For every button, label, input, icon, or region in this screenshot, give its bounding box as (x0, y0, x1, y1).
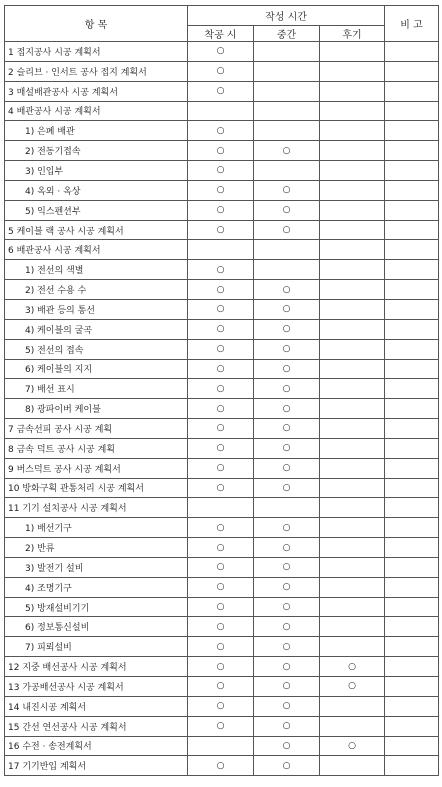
mark-middle: ○ (254, 577, 320, 597)
mark-middle: ○ (254, 280, 320, 300)
row-label: 1) 전선의 색별 (5, 260, 188, 280)
note-cell (385, 280, 439, 300)
mark-start: ○ (188, 458, 254, 478)
mark-middle: ○ (254, 299, 320, 319)
construction-plan-table (4, 5, 439, 776)
table-row (5, 498, 439, 518)
mark-start: ○ (188, 617, 254, 637)
note-cell (385, 557, 439, 577)
mark-after: ○ (320, 677, 385, 697)
mark-after (320, 458, 385, 478)
mark-start: ○ (188, 696, 254, 716)
mark-middle: ○ (254, 677, 320, 697)
mark-middle (254, 101, 320, 121)
table-row (5, 379, 439, 399)
mark-start: ○ (188, 518, 254, 538)
mark-middle: ○ (254, 438, 320, 458)
mark-start: ○ (188, 121, 254, 141)
mark-start: ○ (188, 379, 254, 399)
row-label: 5 케이블 랙 공사 시공 계획서 (5, 220, 188, 240)
table-row (5, 557, 439, 577)
mark-after (320, 280, 385, 300)
mark-after (320, 399, 385, 419)
table-row (5, 42, 439, 62)
note-cell (385, 240, 439, 260)
mark-after (320, 379, 385, 399)
mark-middle: ○ (254, 518, 320, 538)
row-label: 2) 반류 (5, 538, 188, 558)
note-cell (385, 716, 439, 736)
table-row (5, 101, 439, 121)
mark-start: ○ (188, 538, 254, 558)
mark-after (320, 101, 385, 121)
mark-after (320, 299, 385, 319)
mark-start: ○ (188, 319, 254, 339)
mark-after (320, 577, 385, 597)
mark-start: ○ (188, 42, 254, 62)
row-label: 2) 전동기접속 (5, 141, 188, 161)
mark-after (320, 121, 385, 141)
note-cell (385, 419, 439, 439)
mark-middle: ○ (254, 557, 320, 577)
note-cell (385, 657, 439, 677)
note-cell (385, 141, 439, 161)
mark-after (320, 438, 385, 458)
row-label: 9 버스덕트 공사 시공 계획서 (5, 458, 188, 478)
note-cell (385, 597, 439, 617)
row-label: 10 방화구획 관통처리 시공 계획서 (5, 478, 188, 498)
row-label: 3) 발전기 설비 (5, 557, 188, 577)
row-label: 1 접지공사 시공 계획서 (5, 42, 188, 62)
row-label: 8 금속 덕트 공사 시공 계획 (5, 438, 188, 458)
note-cell (385, 399, 439, 419)
mark-after (320, 220, 385, 240)
row-label: 5) 방재설비기기 (5, 597, 188, 617)
note-cell (385, 42, 439, 62)
note-cell (385, 339, 439, 359)
note-cell (385, 696, 439, 716)
table-row (5, 399, 439, 419)
table-row (5, 240, 439, 260)
mark-after (320, 359, 385, 379)
note-cell (385, 319, 439, 339)
mark-middle: ○ (254, 180, 320, 200)
mark-after (320, 756, 385, 776)
mark-middle (254, 260, 320, 280)
note-cell (385, 677, 439, 697)
mark-middle: ○ (254, 617, 320, 637)
table-row (5, 319, 439, 339)
row-label: 7) 배선 표시 (5, 379, 188, 399)
row-label: 12 지중 배선공사 시공 계획서 (5, 657, 188, 677)
mark-start: ○ (188, 716, 254, 736)
header-timing: 작성 시간 (188, 6, 385, 26)
header-item: 항 목 (5, 6, 188, 42)
row-label: 4) 케이블의 굴곡 (5, 319, 188, 339)
row-label: 1) 배선기구 (5, 518, 188, 538)
table-row (5, 597, 439, 617)
mark-start (188, 101, 254, 121)
table-row (5, 419, 439, 439)
row-label: 3) 배관 등의 통선 (5, 299, 188, 319)
row-label: 6) 케이블의 지지 (5, 359, 188, 379)
mark-after (320, 180, 385, 200)
header-note: 비 고 (385, 6, 439, 42)
mark-after (320, 498, 385, 518)
mark-after (320, 478, 385, 498)
note-cell (385, 299, 439, 319)
mark-middle (254, 498, 320, 518)
mark-middle: ○ (254, 637, 320, 657)
row-label: 5) 익스펜션부 (5, 200, 188, 220)
table-row (5, 518, 439, 538)
mark-middle: ○ (254, 339, 320, 359)
header-start: 착공 시 (188, 26, 254, 42)
mark-middle: ○ (254, 200, 320, 220)
mark-start: ○ (188, 637, 254, 657)
row-label: 6) 정보통신설비 (5, 617, 188, 637)
note-cell (385, 260, 439, 280)
note-cell (385, 81, 439, 101)
table-row (5, 161, 439, 181)
table-row (5, 617, 439, 637)
table-row (5, 81, 439, 101)
table-row (5, 260, 439, 280)
mark-start: ○ (188, 359, 254, 379)
mark-start: ○ (188, 61, 254, 81)
mark-start (188, 240, 254, 260)
row-label: 6 배관공사 시공 계획서 (5, 240, 188, 260)
mark-start: ○ (188, 577, 254, 597)
mark-middle (254, 121, 320, 141)
row-label: 1) 은폐 배관 (5, 121, 188, 141)
mark-middle: ○ (254, 756, 320, 776)
table-row (5, 220, 439, 240)
mark-start: ○ (188, 478, 254, 498)
mark-start: ○ (188, 339, 254, 359)
mark-start: ○ (188, 260, 254, 280)
note-cell (385, 379, 439, 399)
note-cell (385, 458, 439, 478)
row-label: 14 내진시공 계획서 (5, 696, 188, 716)
mark-after (320, 260, 385, 280)
mark-start: ○ (188, 597, 254, 617)
header-middle: 중간 (254, 26, 320, 42)
mark-middle (254, 42, 320, 62)
mark-after (320, 518, 385, 538)
table-row (5, 478, 439, 498)
mark-middle: ○ (254, 696, 320, 716)
mark-start (188, 736, 254, 756)
mark-start: ○ (188, 141, 254, 161)
mark-start: ○ (188, 419, 254, 439)
row-label: 11 기기 설치공사 시공 계획서 (5, 498, 188, 518)
table-row (5, 299, 439, 319)
note-cell (385, 200, 439, 220)
mark-after (320, 339, 385, 359)
mark-start: ○ (188, 280, 254, 300)
table-row (5, 577, 439, 597)
mark-after (320, 61, 385, 81)
note-cell (385, 61, 439, 81)
table-row (5, 200, 439, 220)
row-label: 16 수전 · 송전계획서 (5, 736, 188, 756)
mark-middle: ○ (254, 220, 320, 240)
mark-after (320, 637, 385, 657)
mark-after (320, 597, 385, 617)
row-label: 13 가공배선공사 시공 계획서 (5, 677, 188, 697)
mark-middle: ○ (254, 419, 320, 439)
mark-middle: ○ (254, 736, 320, 756)
table-row (5, 716, 439, 736)
table-row (5, 359, 439, 379)
note-cell (385, 518, 439, 538)
row-label: 15 간선 연선공사 시공 계획서 (5, 716, 188, 736)
mark-middle: ○ (254, 657, 320, 677)
mark-after (320, 161, 385, 181)
mark-start: ○ (188, 657, 254, 677)
mark-start: ○ (188, 200, 254, 220)
row-label: 3 매설배관공사 시공 계획서 (5, 81, 188, 101)
header-after: 후기 (320, 26, 385, 42)
mark-middle: ○ (254, 716, 320, 736)
mark-start: ○ (188, 220, 254, 240)
table-row (5, 696, 439, 716)
mark-middle: ○ (254, 359, 320, 379)
mark-middle: ○ (254, 478, 320, 498)
note-cell (385, 538, 439, 558)
mark-start: ○ (188, 161, 254, 181)
mark-after (320, 696, 385, 716)
mark-middle (254, 240, 320, 260)
table-row (5, 280, 439, 300)
row-label: 5) 전선의 접속 (5, 339, 188, 359)
note-cell (385, 637, 439, 657)
table-row (5, 677, 439, 697)
mark-start: ○ (188, 299, 254, 319)
note-cell (385, 220, 439, 240)
row-label: 3) 인입부 (5, 161, 188, 181)
row-label: 7 금속선피 공사 시공 계획 (5, 419, 188, 439)
table-row (5, 657, 439, 677)
table-row (5, 637, 439, 657)
row-label: 2 슬리브 · 인서트 공사 접지 계획서 (5, 61, 188, 81)
mark-start: ○ (188, 756, 254, 776)
mark-middle: ○ (254, 141, 320, 161)
mark-after (320, 538, 385, 558)
table-row (5, 756, 439, 776)
note-cell (385, 577, 439, 597)
table-row (5, 736, 439, 756)
mark-middle: ○ (254, 458, 320, 478)
mark-after (320, 240, 385, 260)
mark-after (320, 141, 385, 161)
note-cell (385, 121, 439, 141)
note-cell (385, 478, 439, 498)
row-label: 2) 전선 수용 수 (5, 280, 188, 300)
table-row (5, 458, 439, 478)
row-label: 8) 광파이버 케이블 (5, 399, 188, 419)
mark-middle: ○ (254, 597, 320, 617)
table-row (5, 438, 439, 458)
note-cell (385, 736, 439, 756)
mark-middle: ○ (254, 538, 320, 558)
mark-start: ○ (188, 399, 254, 419)
mark-middle: ○ (254, 379, 320, 399)
note-cell (385, 498, 439, 518)
table-row (5, 339, 439, 359)
mark-start (188, 498, 254, 518)
mark-start: ○ (188, 438, 254, 458)
note-cell (385, 438, 439, 458)
mark-middle (254, 161, 320, 181)
mark-middle (254, 61, 320, 81)
mark-start: ○ (188, 180, 254, 200)
note-cell (385, 617, 439, 637)
mark-start: ○ (188, 81, 254, 101)
note-cell (385, 180, 439, 200)
mark-after (320, 419, 385, 439)
note-cell (385, 101, 439, 121)
mark-after (320, 319, 385, 339)
table-row (5, 180, 439, 200)
mark-after: ○ (320, 736, 385, 756)
mark-start: ○ (188, 677, 254, 697)
mark-middle: ○ (254, 399, 320, 419)
table-row (5, 121, 439, 141)
mark-start: ○ (188, 557, 254, 577)
mark-after (320, 617, 385, 637)
mark-after (320, 81, 385, 101)
row-label: 4 배관공사 시공 계획서 (5, 101, 188, 121)
mark-middle: ○ (254, 319, 320, 339)
table-body (5, 42, 439, 776)
note-cell (385, 756, 439, 776)
row-label: 7) 피뢰설비 (5, 637, 188, 657)
row-label: 17 기기반입 계획서 (5, 756, 188, 776)
note-cell (385, 359, 439, 379)
row-label: 4) 옥외 · 옥상 (5, 180, 188, 200)
table-row (5, 538, 439, 558)
mark-after (320, 557, 385, 577)
row-label: 4) 조명기구 (5, 577, 188, 597)
mark-after (320, 716, 385, 736)
table-row (5, 61, 439, 81)
mark-after (320, 200, 385, 220)
mark-middle (254, 81, 320, 101)
table-row (5, 141, 439, 161)
mark-after: ○ (320, 657, 385, 677)
note-cell (385, 161, 439, 181)
mark-after (320, 42, 385, 62)
